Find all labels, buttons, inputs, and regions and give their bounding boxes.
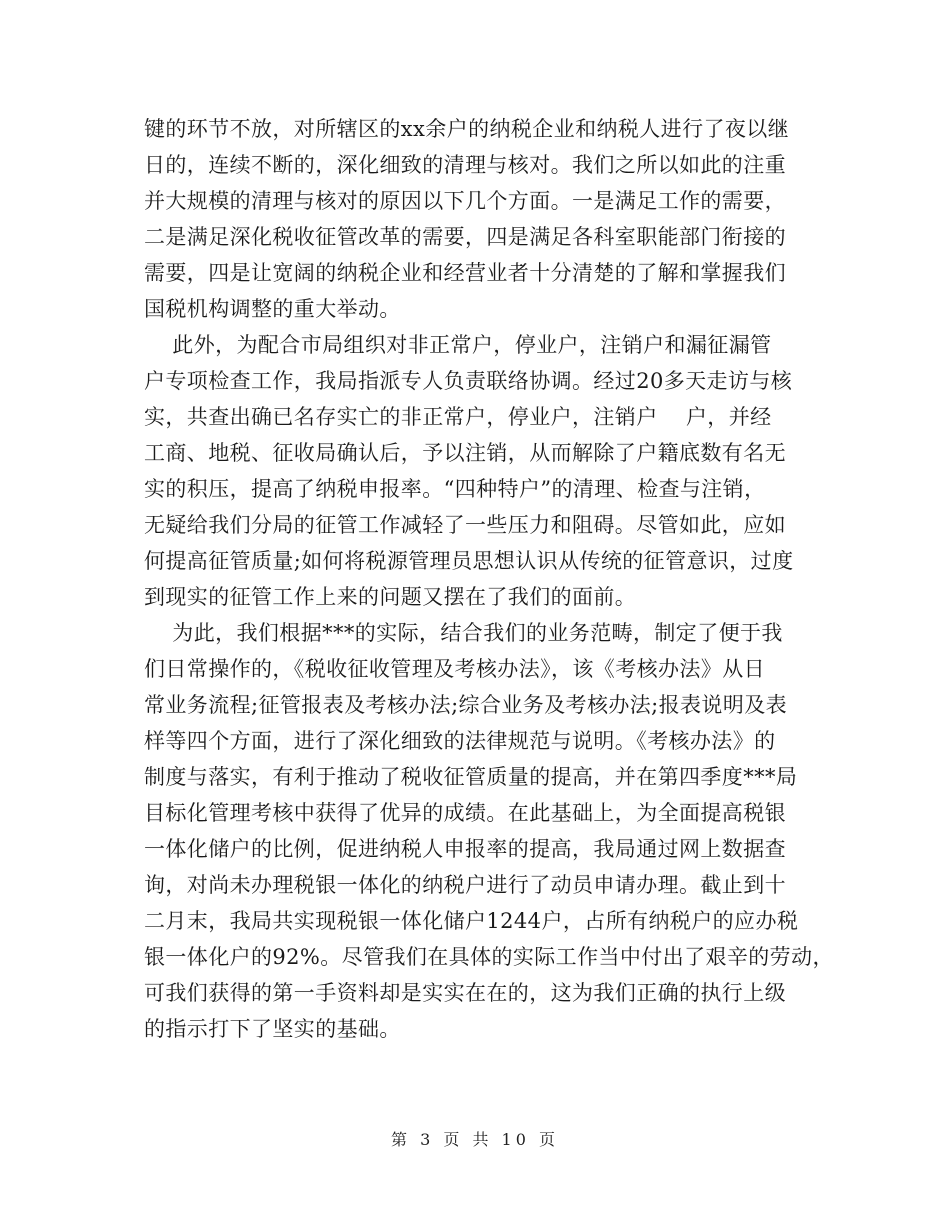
text-line: 可我们获得的第一手资料却是实实在在的，这为我们正确的执行上级: [144, 981, 786, 1005]
text-line: 常业务流程;征管报表及考核办法;综合业务及考核办法;报表说明及表: [144, 693, 788, 717]
text-line: 实，共查出确已名存实亡的非正常户，停业户，注销户 户，并经: [144, 405, 772, 429]
text-line: 键的环节不放，对所辖区的xx余户的纳税企业和纳税人进行了夜以继: [144, 117, 790, 141]
text-line: 需要，四是让宽阔的纳税企业和经营业者十分清楚的了解和掌握我们: [144, 261, 786, 285]
text-line: 样等四个方面，进行了深化细致的法律规范与说明。《考核办法》的: [144, 729, 776, 753]
text-line: 二月末，我局共实现税银一体化储户1244户，占所有纳税户的应办税: [144, 909, 799, 933]
text-line: 并大规模的清理与核对的原因以下几个方面。一是满足工作的需要，: [144, 189, 786, 213]
text-line: 银一体化户的92%。尽管我们在具体的实际工作当中付出了艰辛的劳动，: [144, 945, 834, 969]
text-line: 日的，连续不断的，深化细致的清理与核对。我们之所以如此的注重: [144, 153, 786, 177]
text-line: 此外，为配合市局组织对非正常户，停业户，注销户和漏征漏管: [144, 333, 772, 357]
text-line: 户专项检查工作，我局指派专人负责联络协调。经过20多天走访与核: [144, 369, 793, 393]
page-number-footer: 第 3 页 共 10 页: [391, 1130, 559, 1149]
text-line: 一体化储户的比例，促进纳税人申报率的提高，我局通过网上数据查: [144, 837, 786, 861]
text-line: 国税机构调整的重大举动。: [144, 297, 401, 321]
text-line: 到现实的征管工作上来的问题又摆在了我们的面前。: [144, 585, 637, 609]
text-line: 工商、地税、征收局确认后，予以注销，从而解除了户籍底数有名无: [144, 441, 786, 465]
body-text: [144, 111, 834, 1047]
text-line: 的指示打下了坚实的基础。: [144, 1017, 401, 1041]
text-line: 实的积压，提高了纳税申报率。“四种特户”的清理、检查与注销，: [144, 477, 766, 501]
text-line: 为此，我们根据***的实际，结合我们的业务范畴，制定了便于我: [144, 621, 783, 645]
text-line: 询，对尚未办理税银一体化的纳税户进行了动员申请办理。截止到十: [144, 873, 786, 897]
text-line: 们日常操作的，《税收征收管理及考核办法》，该《考核办法》从日: [144, 657, 765, 681]
text-line: 目标化管理考核中获得了优异的成绩。在此基础上，为全面提高税银: [144, 801, 786, 825]
text-line: 何提高征管质量;如何将税源管理员思想认识从传统的征管意识，过度: [144, 549, 794, 573]
text-line: 制度与落实，有利于推动了税收征管质量的提高，并在第四季度***局: [144, 765, 798, 789]
text-line: 二是满足深化税收征管改革的需要，四是满足各科室职能部门衔接的: [144, 225, 786, 249]
text-line: 无疑给我们分局的征管工作减轻了一些压力和阻碍。尽管如此，应如: [144, 513, 786, 537]
